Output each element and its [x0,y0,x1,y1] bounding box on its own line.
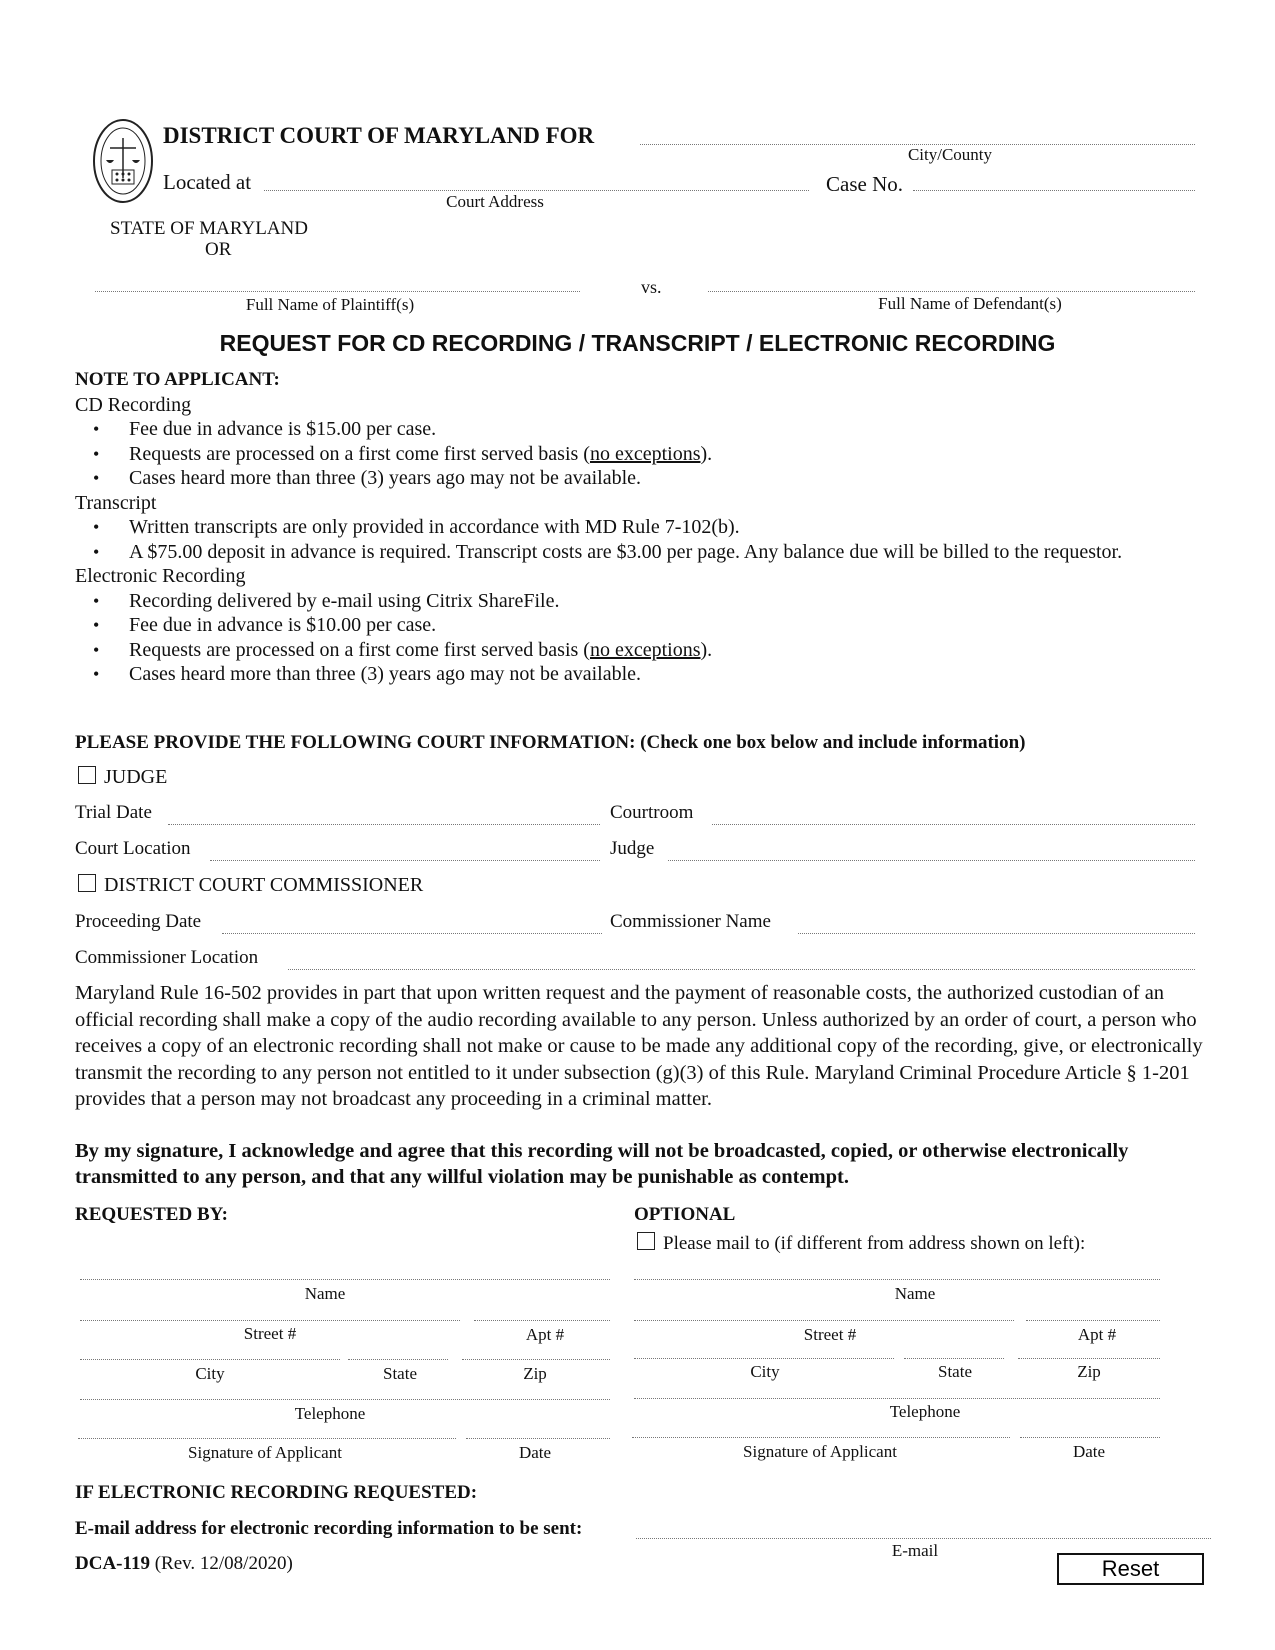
requested-by-heading: REQUESTED BY: [75,1204,228,1225]
form-id: DCA-119 (Rev. 12/08/2020) [75,1553,293,1574]
mail-to-checkbox-row[interactable]: Please mail to (if different from address shown on left): [637,1232,1085,1255]
or-label: OR [205,239,232,260]
optional-apt-field[interactable] [1026,1298,1160,1321]
plaintiff-name-field[interactable] [95,269,580,292]
defendant-caption: Full Name of Defendant(s) [878,294,1062,313]
requester-street-caption: Street # [243,1324,297,1343]
rule-paragraph: Maryland Rule 16-502 provides in part that upon written request and the payment of reasonable costs, the authorized custodian of an official recording shall make a copy of the audio recording available to any person. Unless authorized by an order of court, a person who receives a copy of an electronic recording shall not make or cause to be made any additional copy of the recording, give, or electronically transmit the recording to any person not entitled to it under subsection (g)(3) of this Rule. Maryland Criminal Procedure Article § 1-201 provides that a person may not broadcast any proceeding in a criminal matter. [75,982,1203,1110]
trial-date-label: Trial Date [75,802,152,823]
transcript-item-deposit: • A $75.00 deposit in advance is required. Transcript costs are $3.00 per page. Any balance due will be billed to the requestor. [75,540,1205,565]
proceeding-date-field[interactable] [222,911,602,934]
electronic-item-sharefile: • Recording delivered by e-mail using Citrix ShareFile. [75,589,1205,614]
optional-name-field[interactable] [634,1257,1160,1280]
city-county-caption: City/County [907,145,993,164]
optional-street-field[interactable] [634,1298,1014,1321]
court-seal-logo [92,118,154,204]
cd-heading: CD Recording [75,393,192,416]
requester-signature-field[interactable] [78,1416,456,1439]
court-address-caption: Court Address [446,192,544,211]
cd-list [75,417,1205,491]
cd-item-availability: • Cases heard more than three (3) years ago may not be available. [75,466,1205,491]
cd-item-fee: • Fee due in advance is $15.00 per case. [75,417,1205,442]
plaintiff-caption: Full Name of Plaintiff(s) [245,295,415,314]
judge-label: Judge [610,838,655,859]
requester-zip-caption: Zip [523,1364,547,1383]
requester-zip-field[interactable] [462,1337,610,1360]
note-to-applicant [75,368,1205,687]
optional-city-field[interactable] [634,1336,894,1359]
commissioner-checkbox-row[interactable]: DISTRICT COURT COMMISSIONER [78,874,423,897]
trial-date-field[interactable] [168,802,600,825]
proceeding-date-label: Proceeding Date [75,911,202,932]
form-title: REQUEST FOR CD RECORDING / TRANSCRIPT / ELECTRONIC RECORDING [219,330,1056,356]
commissioner-name-field[interactable] [798,911,1195,934]
optional-city-caption: City [750,1362,780,1381]
courtroom-label: Courtroom [610,802,694,823]
commissioner-location-label: Commissioner Location [75,947,259,968]
requester-date-field[interactable] [466,1416,610,1439]
commissioner-checkbox[interactable] [78,874,96,892]
optional-street-caption: Street # [803,1325,857,1344]
vs-label: vs. [641,277,662,297]
requester-telephone-caption: Telephone [294,1404,366,1423]
case-no-field[interactable] [913,168,1195,191]
note-heading: NOTE TO APPLICANT: [75,369,280,390]
optional-telephone-caption: Telephone [889,1402,961,1421]
optional-signature-caption: Signature of Applicant [743,1442,897,1461]
court-title: DISTRICT COURT OF MARYLAND FOR [163,123,595,148]
court-location-field[interactable] [210,838,600,861]
judge-checkbox[interactable] [78,766,96,784]
commissioner-location-field[interactable] [288,947,1195,970]
electronic-list [75,589,1205,687]
state-of-maryland: STATE OF MARYLAND [110,218,308,239]
optional-heading: OPTIONAL [634,1204,736,1225]
requester-date-caption: Date [518,1443,552,1462]
electronic-heading: Electronic Recording [75,565,246,587]
requester-apt-field[interactable] [474,1298,610,1321]
electronic-item-first-come: • Requests are processed on a first come first served basis (no exceptions). [75,638,1205,663]
defendant-name-field[interactable] [708,269,1195,292]
requester-state-field[interactable] [348,1337,448,1360]
optional-apt-caption: Apt # [1077,1325,1117,1344]
optional-date-caption: Date [1072,1442,1106,1461]
courtroom-field[interactable] [712,802,1195,825]
case-no-label: Case No. [826,172,903,196]
electronic-item-availability: • Cases heard more than three (3) years ago may not be available. [75,662,1205,687]
electronic-item-fee: • Fee due in advance is $10.00 per case. [75,613,1205,638]
judge-field[interactable] [668,838,1195,861]
email-caption: E-mail [891,1541,939,1560]
reset-button[interactable]: Reset [1057,1553,1204,1585]
mail-to-checkbox[interactable] [637,1232,655,1250]
requester-state-caption: State [383,1364,417,1383]
transcript-list [75,515,1205,564]
court-address-field[interactable] [264,168,809,191]
transcript-item-rule: • Written transcripts are only provided in accordance with MD Rule 7-102(b). [75,515,1205,540]
optional-zip-caption: Zip [1077,1362,1101,1381]
cd-item-first-come: • Requests are processed on a first come first served basis (no exceptions). [75,442,1205,467]
optional-state-field[interactable] [904,1336,1004,1359]
optional-zip-field[interactable] [1018,1336,1160,1359]
optional-signature-field[interactable] [632,1415,1010,1438]
court-location-label: Court Location [75,838,191,859]
requester-name-field[interactable] [80,1257,610,1280]
requester-street-field[interactable] [80,1298,460,1321]
acknowledgement-paragraph: By my signature, I acknowledge and agree that this recording will not be broadcasted, copied, or otherwise electronically transmitted to any person, and that any willful violation may be punishable as contempt. [75,1140,1129,1188]
optional-telephone-field[interactable] [634,1376,1160,1399]
optional-state-caption: State [938,1362,972,1381]
judge-checkbox-row[interactable]: JUDGE [78,766,167,789]
requester-name-caption: Name [304,1284,346,1303]
requester-telephone-field[interactable] [80,1377,610,1400]
optional-name-caption: Name [894,1284,936,1303]
requester-city-caption: City [195,1364,225,1383]
commissioner-name-label: Commissioner Name [610,911,771,932]
optional-date-field[interactable] [1020,1415,1160,1438]
located-at-label: Located at [163,170,252,194]
requester-city-field[interactable] [80,1337,340,1360]
requester-apt-caption: Apt # [525,1325,565,1344]
email-field[interactable] [636,1516,1211,1539]
court-info-heading: PLEASE PROVIDE THE FOLLOWING COURT INFORMATION: (Check one box below and include information) [75,732,1026,753]
requester-signature-caption: Signature of Applicant [188,1443,342,1462]
transcript-heading: Transcript [75,491,157,514]
city-county-field[interactable] [640,122,1195,145]
electronic-heading-bottom: IF ELECTRONIC RECORDING REQUESTED: [75,1482,478,1503]
email-label: E-mail address for electronic recording information to be sent: [75,1518,583,1539]
